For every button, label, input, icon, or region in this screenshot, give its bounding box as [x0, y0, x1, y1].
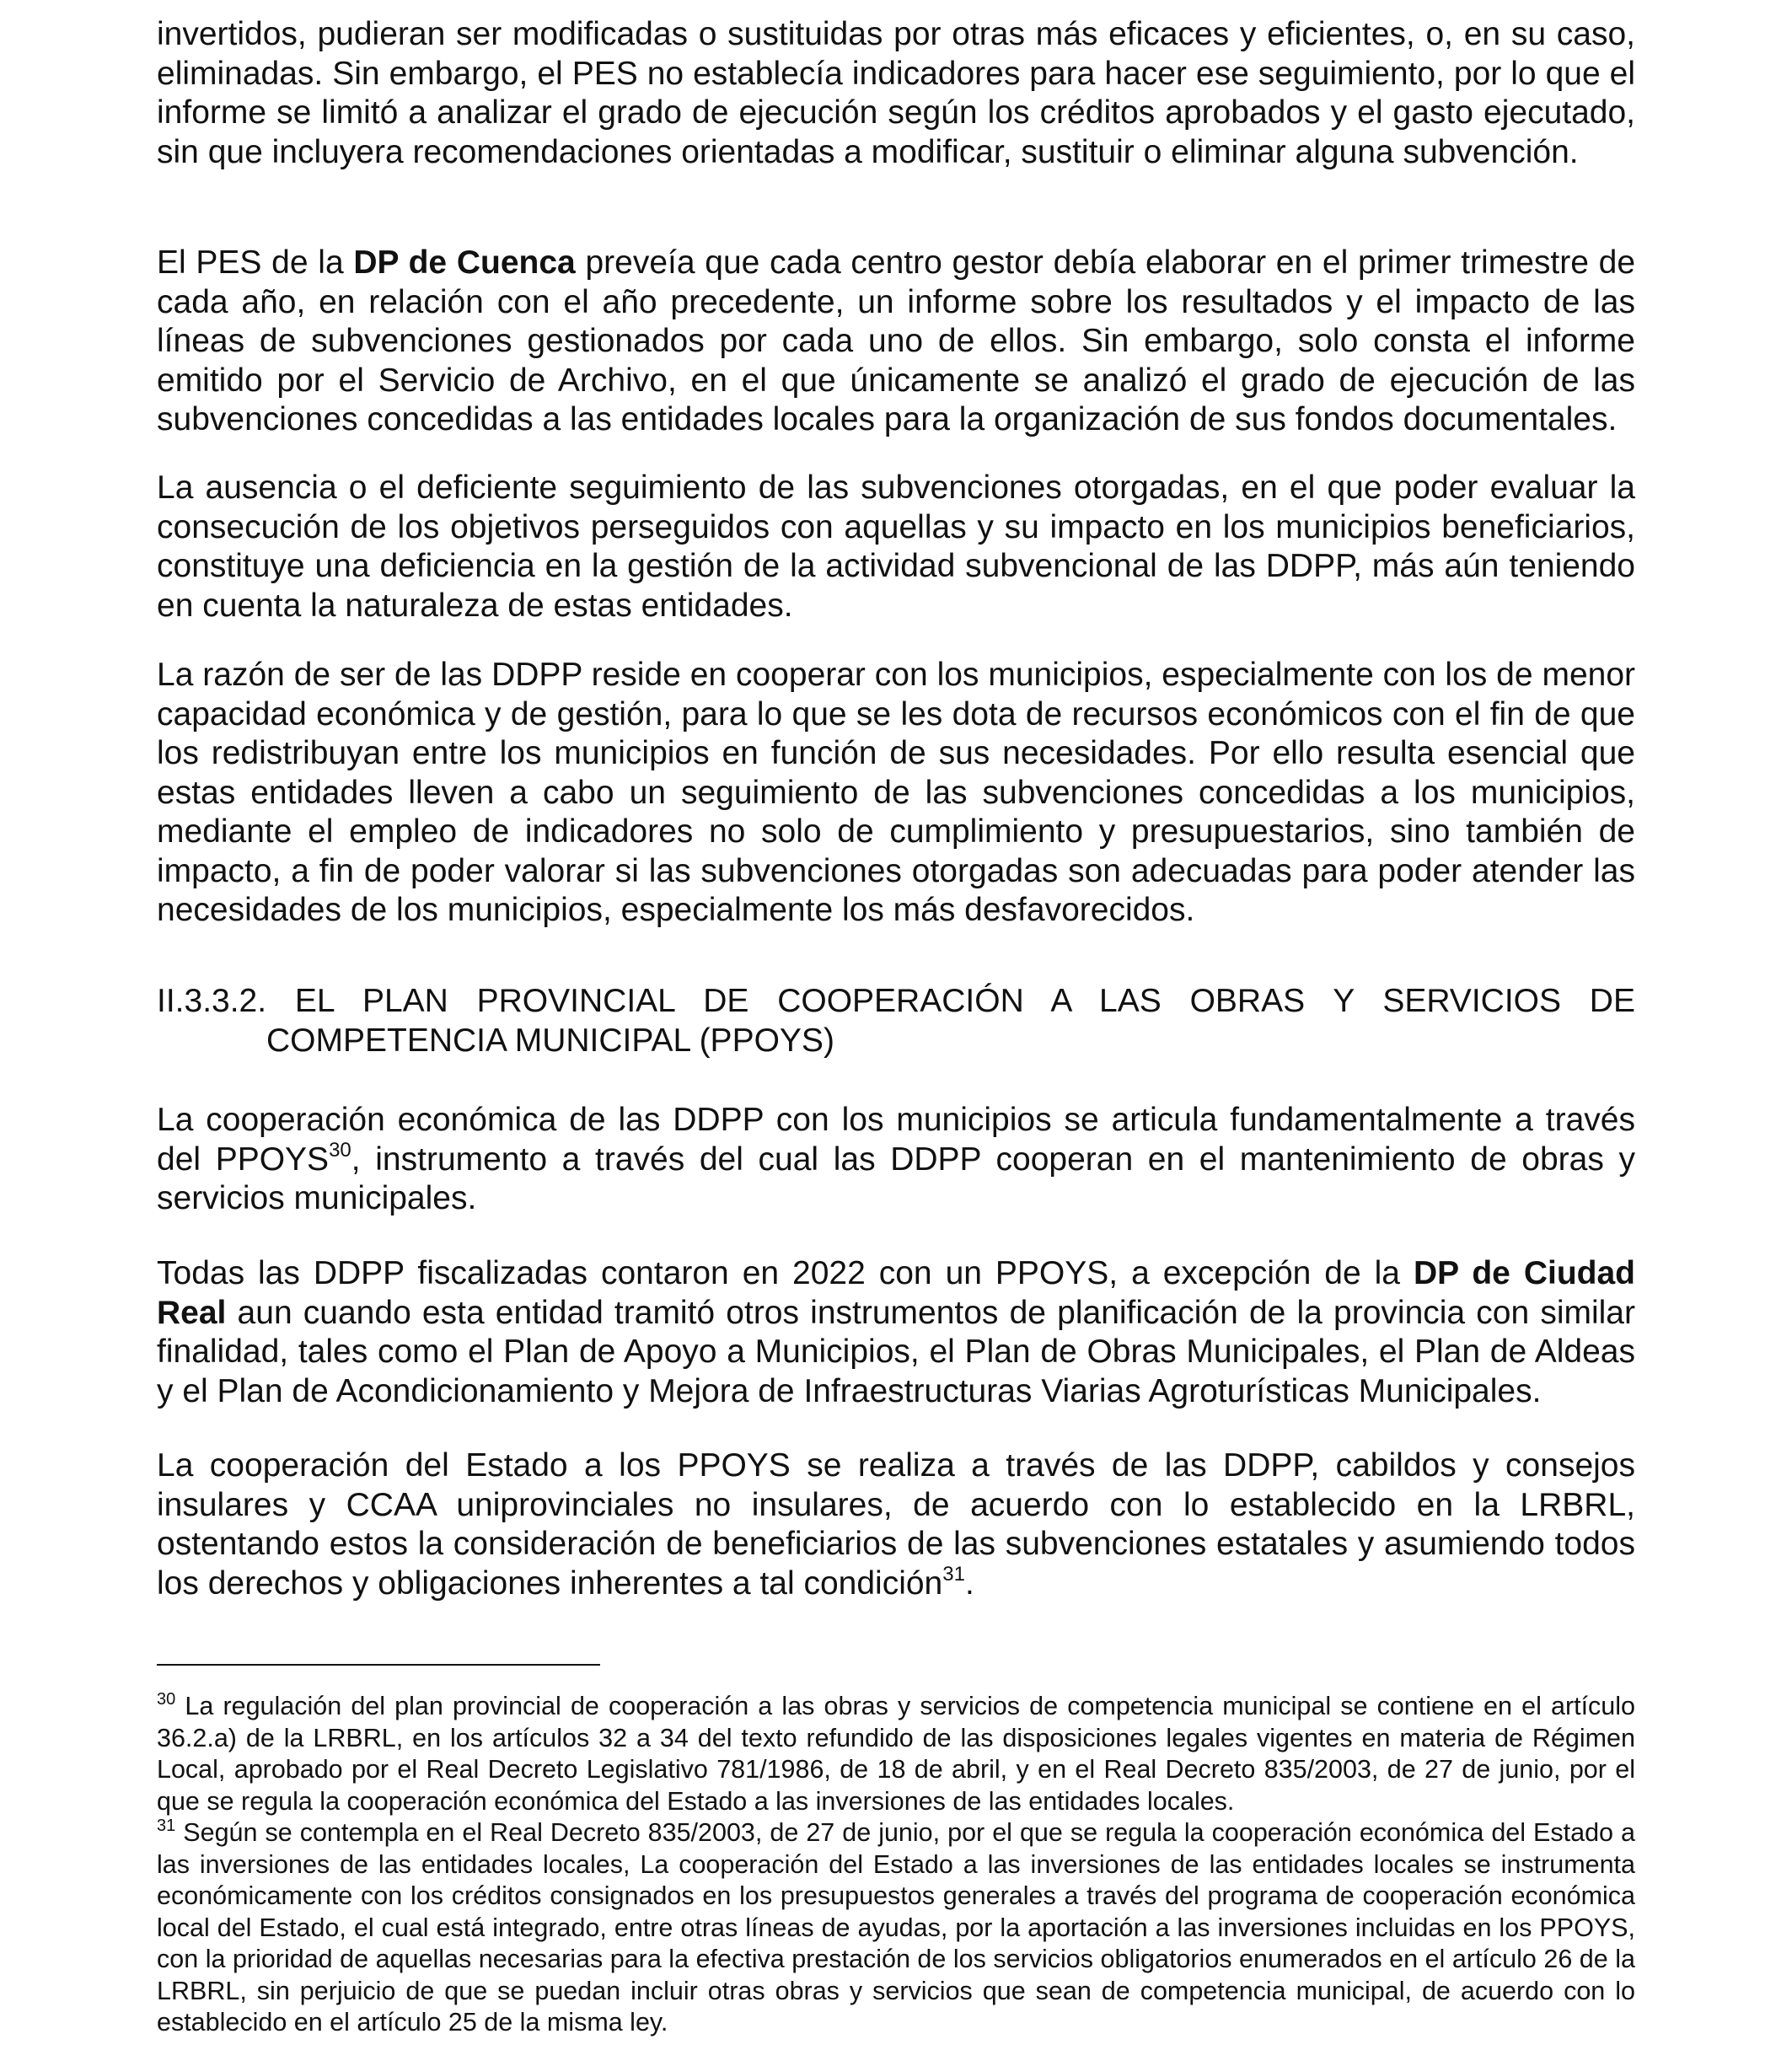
paragraph-dp-cuenca [157, 244, 1635, 440]
footnote-ref-30[interactable]: 30 [329, 1138, 351, 1162]
paragraph-ciudad-real [157, 1254, 1635, 1411]
paragraph-text: , instrumento a través del cual las DDPP cooperan en el mantenimiento de obras y servicios municipales. [157, 1140, 1635, 1216]
footnote-30 [157, 1691, 1635, 1817]
paragraph-text: preveía que cada centro gestor debía elaborar en el primer trimestre de cada año, en relación con el año precedente, un informe sobre los resultados y el impacto de las líneas de subvenciones gestionados por cada uno de ellos. Sin embargo, solo consta el informe emitido por el Servicio de Archivo, en el que únicamente se analizó el grado de ejecución de las subvenciones concedidas a las entidades locales para la organización de sus fondos documentales. [157, 244, 1636, 437]
paragraph-text: Todas las DDPP fiscalizadas contaron en 2022 con un PPOYS, a excepción de la [157, 1255, 1414, 1291]
paragraph-state-cooperation [157, 1446, 1635, 1603]
paragraph-text: . [964, 1564, 974, 1602]
entity-name-bold: DP de Cuenca [353, 244, 576, 281]
paragraph-text: El PES de la [157, 244, 354, 281]
section-heading [157, 982, 1635, 1060]
paragraph-ppoys-intro [157, 1101, 1635, 1219]
paragraph-text: La cooperación económica de las DDPP con los municipios se articula fundamentalmente a través del PPOYS [157, 1102, 1635, 1178]
footnote-text: Según se contempla en el Real Decreto 835/2003, de 27 de junio, por el que se regula la cooperación económica del Estado a las inversiones de las entidades locales, La cooperación del Estado a las inversiones de las entidades locales se instrumenta económicamente con los créditos consignados en los presupuestos generales a través del programa de cooperación económica local del Estado, el cual está integrado, entre otras líneas de ayudas, por la aportación a las inversiones incluidas en los PPOYS, con la prioridad de aquellas necesarias para la efectiva prestación de los servicios obligatorios enumerados en el artículo 26 de la LRBRL, sin perjuicio de que se puedan incluir otras obras y servicios que sean de competencia municipal, de acuerdo con lo establecido en el artículo 25 de la misma ley. [157, 1818, 1635, 2037]
footnote-number: 31 [157, 1817, 176, 1835]
paragraph-ddpp-purpose: La razón de ser de las DDPP reside en cooperar con los municipios, especialmente con los de menor capacidad económica y de gestión, para lo que se les dota de recursos económicos con el fin de que los redistribuyan entre los municipios en función de sus necesidades. Por ello resulta esencial que estas entidades lleven a cabo un seguimiento de las subvenciones concedidas a los municipios, mediante el empleo de indicadores no solo de cumplimiento y presupuestarios, sino también de impacto, a fin de poder valorar si las subvenciones otorgadas son adecuadas para poder atender las necesidades de los municipios, especialmente los más desfavorecidos. [157, 657, 1635, 928]
footnote-separator [157, 1664, 600, 1666]
footnote-31 [157, 1817, 1635, 2039]
footnotes [157, 1691, 1635, 2039]
section-heading-line-2: COMPETENCIA MUNICIPAL (PPOYS) [266, 1022, 834, 1059]
section-heading-line-1: II.3.3.2. EL PLAN PROVINCIAL DE COOPERACIÓN A LAS OBRAS Y SERVICIOS DE [157, 983, 1635, 1019]
paragraph-text: La cooperación del Estado a los PPOYS se realiza a través de las DDPP, cabildos y consejos insulares y CCAA uniprovinciales no insulares, de acuerdo con lo establecido en la LRBRL, ostentando estos la consideración de beneficiarios de las subvenciones estatales y asumiendo todos los derechos y obligaciones inherentes a tal condición [157, 1447, 1635, 1602]
footnote-text: La regulación del plan provincial de cooperación a las obras y servicios de competencia municipal se contiene en el artículo 36.2.a) de la LRBRL, en los artículos 32 a 34 del texto refundido de las disposiciones legales vigentes en materia de Régimen Local, aprobado por el Real Decreto Legislativo 781/1986, de 18 de abril, y en el Real Decreto 835/2003, de 27 de junio, por el que se regula la cooperación económica del Estado a las inversiones de las entidades locales. [157, 1692, 1635, 1816]
footnote-ref-31[interactable]: 31 [942, 1562, 965, 1586]
paragraph-text: aun cuando esta entidad tramitó otros instrumentos de planificación de la provincia con similar finalidad, tales como el Plan de Apoyo a Municipios, el Plan de Obras Municipales, el Plan de Aldeas y el Plan de Acondicionamiento y Mejora de Infraestructuras Viarias Agroturísticas Municipales. [157, 1294, 1635, 1409]
paragraph-deficient-monitoring: La ausencia o el deficiente seguimiento de las subvenciones otorgadas, en el que poder evaluar la consecución de los objetivos perseguidos con aquellas y su impacto en los municipios beneficiarios, constituye una deficiencia en la gestión de la actividad subvencional de las DDPP, más aún teniendo en cuenta la naturaleza de estas entidades. [157, 470, 1635, 624]
footnote-number: 30 [157, 1690, 176, 1709]
entity-name-bold: DP de Ciudad Real [157, 1255, 1635, 1331]
paragraph-pes-indicators: invertidos, pudieran ser modificadas o sustituidas por otras más eficaces y eficientes, o, en su caso, eliminadas. Sin embargo, el PES no establecía indicadores para hacer ese seguimiento, por lo que el informe se limitó a analizar el grado de ejecución según los créditos aprobados y el gasto ejecutado, sin que incluyera recomendaciones orientadas a modificar, sustituir o eliminar alguna subvención. [157, 16, 1635, 170]
